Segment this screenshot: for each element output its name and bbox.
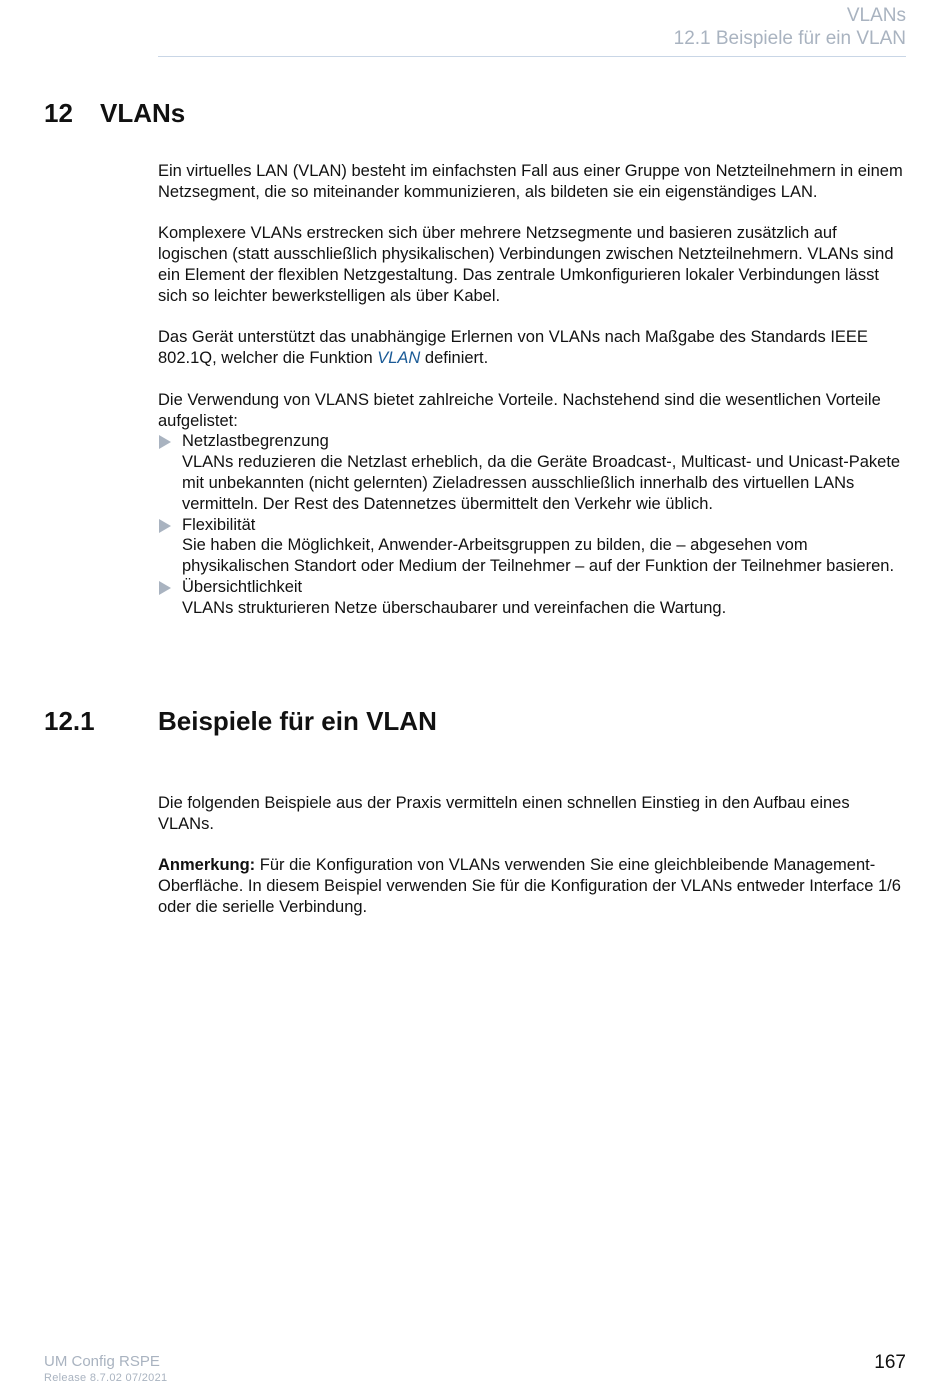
benefit-title: Netzlastbegrenzung xyxy=(182,432,329,451)
vlan-link[interactable]: VLAN xyxy=(377,349,421,368)
note-paragraph xyxy=(158,855,908,917)
chapter-number: 12 xyxy=(44,98,73,128)
benefit-text: VLANs reduzieren die Netzlast erheblich, da die Geräte Broadcast-, Multicast- und Unicast-Pakete mit unbekannten (nicht gelernten) Zieladressen ausschließlich innerhalb des virtuellen LANs vermitteln. Der Rest des Datennetzes übermittelt den Verkehr wie üblich. xyxy=(182,453,901,513)
running-header-chapter: VLANs xyxy=(846,5,906,26)
list-item xyxy=(158,577,908,619)
benefit-text: Sie haben die Möglichkeit, Anwender-Arbeitsgruppen zu bilden, die – abgesehen vom physikalischen Standort oder Medium der Teilnehmer – auf der Funktion der Teilnehmer basieren. xyxy=(182,536,895,576)
note-label: Anmerkung: xyxy=(158,856,256,875)
section-heading xyxy=(44,704,437,738)
bullet-triangle-icon xyxy=(159,581,171,595)
footer-release: Release 8.7.02 07/2021 xyxy=(44,1372,168,1384)
chapter-title: VLANs xyxy=(100,98,186,128)
intro-paragraph-1: Ein virtuelles LAN (VLAN) besteht im einfachsten Fall aus einer Gruppe von Netzteilnehmern in einem Netzsegment, die so miteinander kommunizieren, als bildeten sie ein eigenständiges LAN. xyxy=(158,162,903,201)
benefit-text: VLANs strukturieren Netze überschaubarer und vereinfachen die Wartung. xyxy=(182,598,727,617)
running-header xyxy=(674,4,906,50)
list-item xyxy=(158,515,908,577)
intro-paragraph-3-text: Das Gerät unterstützt das unabhängige Erlernen von VLANs nach Maßgabe des Standards IEEE 802.1Q, welcher die Funktion xyxy=(158,328,868,368)
chapter-intro xyxy=(158,161,908,619)
footer-doc-title: UM Config RSPE xyxy=(44,1353,160,1370)
section-number: 12.1 xyxy=(44,706,95,736)
intro-paragraph-2: Komplexere VLANs erstrecken sich über mehrere Netzsegmente und basieren zusätzlich auf logischen (statt ausschließlich physikalischen) Verbindungen zwischen Netzteilnehmern. VLANs sind ein Element der flexiblen Netzgestaltung. Das zentrale Umkonfigurieren lokaler Verbindungen lässt sich so leichter bewerkstelligen als über Kabel. xyxy=(158,224,894,305)
bullet-triangle-icon xyxy=(159,435,171,449)
page-number: 167 xyxy=(874,1352,906,1373)
chapter-heading xyxy=(44,96,185,130)
intro-paragraph-4: Die Verwendung von VLANS bietet zahlreiche Vorteile. Nachstehend sind die wesentlichen Vorteile aufgelistet: xyxy=(158,390,881,430)
intro-paragraph-3-end: definiert. xyxy=(420,349,489,368)
header-divider xyxy=(158,56,906,57)
list-item xyxy=(158,431,908,514)
benefit-title: Flexibilität xyxy=(182,515,256,534)
benefit-title: Übersichtlichkeit xyxy=(182,577,303,596)
intro-paragraph-3 xyxy=(158,327,908,369)
section-paragraph-1: Die folgenden Beispiele aus der Praxis vermitteln einen schnellen Einstieg in den Aufbau eines VLANs. xyxy=(158,794,850,833)
note-text: Für die Konfiguration von VLANs verwenden Sie eine gleichbleibende Management-Oberfläche. In diesem Beispiel verwenden Sie für die Konfiguration der VLANs entweder Interface 1/6 oder die serielle Verbindung. xyxy=(158,856,901,916)
benefits-list xyxy=(158,431,908,618)
section-title: Beispiele für ein VLAN xyxy=(158,706,437,736)
footer-document-info xyxy=(44,1353,167,1385)
section-body xyxy=(158,793,908,918)
bullet-triangle-icon xyxy=(159,519,171,533)
running-header-section: 12.1 Beispiele für ein VLAN xyxy=(673,28,906,49)
